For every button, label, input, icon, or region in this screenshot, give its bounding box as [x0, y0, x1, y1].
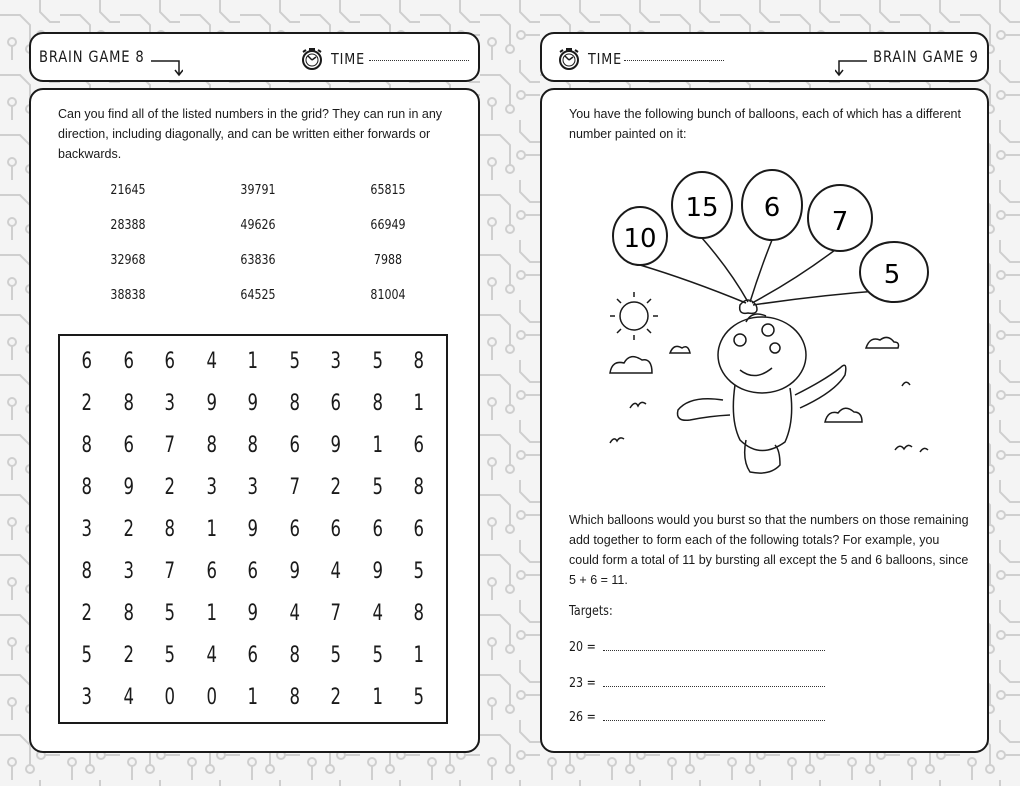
- left-header-bar: [29, 32, 480, 82]
- left-instructions: Can you find all of the listed numbers in the grid? They can run in any direction, including diagonally, and can be written either forwards or backwards.: [58, 107, 443, 161]
- grid-cell[interactable]: 8: [372, 390, 383, 416]
- grid-cell[interactable]: 8: [206, 432, 217, 458]
- right-page-title: BRAIN GAME 9: [873, 47, 979, 66]
- balloon-10: [613, 207, 667, 265]
- grid-cell[interactable]: 0: [206, 684, 217, 710]
- grid-cell[interactable]: 9: [289, 558, 300, 584]
- grid-cell[interactable]: 8: [413, 348, 425, 374]
- grid-cell[interactable]: 2: [123, 516, 134, 542]
- answer-line[interactable]: [603, 686, 825, 687]
- stopwatch-icon: [299, 46, 325, 72]
- answer-line[interactable]: [603, 650, 825, 651]
- grid-cell[interactable]: 5: [164, 600, 176, 626]
- grid-cell[interactable]: 8: [81, 432, 93, 458]
- grid-cell[interactable]: 5: [372, 474, 383, 500]
- grid-cell[interactable]: 9: [372, 558, 383, 584]
- grid-cell[interactable]: 6: [81, 348, 93, 374]
- grid-cell[interactable]: 2: [81, 600, 93, 626]
- grid-cell[interactable]: 4: [206, 642, 217, 668]
- grid-cell[interactable]: 6: [330, 390, 342, 416]
- grid-cell[interactable]: 4: [372, 600, 383, 626]
- balloon-15: [672, 172, 732, 238]
- grid-cell[interactable]: 3: [164, 390, 176, 416]
- number-list: [63, 182, 453, 305]
- target-number: 66949: [370, 218, 406, 233]
- grid-cell[interactable]: 4: [289, 600, 300, 626]
- targets-label: Targets:: [569, 604, 613, 619]
- grid-cell[interactable]: 6: [413, 432, 425, 458]
- target-label: 26 =: [569, 710, 596, 725]
- right-time-line: [624, 60, 724, 61]
- grid-cell[interactable]: 8: [289, 390, 300, 416]
- left-page-title: BRAIN GAME 8: [39, 47, 145, 66]
- grid-cell[interactable]: 0: [164, 684, 176, 710]
- target-label: 23 =: [569, 676, 596, 691]
- grid-cell[interactable]: 8: [289, 684, 300, 710]
- grid-cell[interactable]: 7: [164, 558, 176, 584]
- arrow-down-right-icon: [149, 55, 183, 77]
- grid-cell[interactable]: 9: [247, 516, 259, 542]
- balloon-7: [808, 185, 872, 251]
- grid-cell[interactable]: 5: [81, 642, 93, 668]
- answer-line[interactable]: [603, 720, 825, 721]
- left-time-label: TIME: [331, 50, 366, 68]
- grid-cell[interactable]: 1: [206, 600, 217, 626]
- target-label: 20 =: [569, 640, 596, 655]
- grid-cell[interactable]: 6: [289, 432, 300, 458]
- stopwatch-icon: [556, 46, 582, 72]
- target-number: 63836: [240, 253, 276, 268]
- grid-cell[interactable]: 1: [247, 348, 259, 374]
- grid-cell[interactable]: 8: [81, 474, 93, 500]
- left-time-line: [369, 60, 469, 61]
- grid-cell[interactable]: 5: [164, 642, 176, 668]
- grid-cell[interactable]: 5: [289, 348, 300, 374]
- grid-cell[interactable]: 6: [123, 348, 134, 374]
- right-time-label: TIME: [588, 50, 623, 68]
- balloon-label: 6: [763, 193, 781, 223]
- grid-cell[interactable]: 5: [372, 348, 383, 374]
- balloon-label: 5: [883, 260, 901, 290]
- grid-cell[interactable]: 6: [330, 516, 342, 542]
- grid-cell[interactable]: 1: [413, 390, 425, 416]
- right-question: Which balloons would you burst so that the numbers on those remaining add together to form each of the following totals? For example, you could form a total of 11 by bursting all except the 5 and 6 balloons, since 5 + 6 = 11.: [569, 513, 969, 587]
- grid-cell[interactable]: 8: [289, 642, 300, 668]
- grid-cell[interactable]: 4: [206, 348, 217, 374]
- balloon-5: [860, 242, 928, 302]
- grid-cell[interactable]: 8: [123, 390, 134, 416]
- grid-cell[interactable]: 3: [123, 558, 134, 584]
- target-number: 81004: [370, 288, 406, 303]
- grid-cell[interactable]: 8: [247, 432, 259, 458]
- target-number: 38838: [110, 288, 146, 303]
- grid-cell[interactable]: 7: [289, 474, 300, 500]
- right-header-bar: [540, 32, 989, 82]
- grid-cell[interactable]: 2: [81, 390, 93, 416]
- right-intro: You have the following bunch of balloons, each of which has a different number painted on it:: [569, 107, 961, 141]
- word-search-grid: [58, 334, 448, 724]
- grid-cell[interactable]: 2: [164, 474, 176, 500]
- grid-cell[interactable]: 2: [123, 642, 134, 668]
- grid-cell[interactable]: 1: [413, 642, 425, 668]
- grid-cell[interactable]: 3: [330, 348, 342, 374]
- grid-cell[interactable]: 9: [330, 432, 342, 458]
- grid-cell[interactable]: 3: [81, 684, 93, 710]
- balloon-6: [742, 170, 802, 240]
- grid-cell[interactable]: 3: [247, 474, 259, 500]
- grid-cell[interactable]: 6: [247, 558, 259, 584]
- balloon-label: 10: [623, 224, 657, 254]
- grid-cell[interactable]: 3: [206, 474, 217, 500]
- grid-cell[interactable]: 1: [206, 516, 217, 542]
- grid-cell[interactable]: 5: [372, 642, 383, 668]
- target-number: 39791: [240, 183, 276, 198]
- grid-cell[interactable]: 8: [164, 516, 176, 542]
- grid-cell[interactable]: 1: [372, 684, 383, 710]
- balloon-group: [613, 170, 928, 302]
- grid-cell[interactable]: 6: [289, 516, 300, 542]
- grid-cell[interactable]: 6: [164, 348, 176, 374]
- grid-cell[interactable]: 8: [413, 600, 425, 626]
- grid-cell[interactable]: 2: [330, 474, 342, 500]
- grid-cell[interactable]: 9: [247, 390, 259, 416]
- target-number: 32968: [110, 253, 146, 268]
- balloon-label: 15: [685, 193, 719, 223]
- grid-cell[interactable]: 6: [206, 558, 217, 584]
- target-number: 65815: [370, 183, 406, 198]
- grid-cell[interactable]: 6: [247, 642, 259, 668]
- grid-cell[interactable]: 2: [330, 684, 342, 710]
- grid-cell[interactable]: 4: [330, 558, 342, 584]
- grid-cell[interactable]: 3: [81, 516, 93, 542]
- grid-cell[interactable]: 5: [413, 684, 425, 710]
- grid-cell[interactable]: 7: [330, 600, 342, 626]
- grid-cell[interactable]: 1: [247, 684, 259, 710]
- target-number: 21645: [110, 183, 146, 198]
- target-row[interactable]: [569, 710, 825, 725]
- grid-cell[interactable]: 4: [123, 684, 134, 710]
- grid-cell[interactable]: 9: [247, 600, 259, 626]
- grid-cell[interactable]: 6: [372, 516, 383, 542]
- grid-cell[interactable]: 9: [123, 474, 134, 500]
- target-number: 64525: [240, 288, 276, 303]
- target-row[interactable]: [569, 640, 825, 655]
- grid-cell[interactable]: 5: [330, 642, 342, 668]
- balloons-hippo-illustration: [590, 160, 950, 480]
- grid-cell[interactable]: 9: [206, 390, 217, 416]
- arrow-down-left-icon: [835, 55, 869, 77]
- target-row[interactable]: [569, 676, 825, 691]
- grid-cell[interactable]: 8: [123, 600, 134, 626]
- grid-cell[interactable]: 8: [81, 558, 93, 584]
- grid-cell[interactable]: 5: [413, 558, 425, 584]
- grid-cell[interactable]: 6: [413, 516, 425, 542]
- balloon-label: 7: [831, 207, 849, 237]
- grid-cell[interactable]: 7: [164, 432, 176, 458]
- target-number: 49626: [240, 218, 276, 233]
- grid-cell[interactable]: 1: [372, 432, 383, 458]
- grid-cell[interactable]: 8: [413, 474, 425, 500]
- target-number: 7988: [373, 253, 403, 268]
- grid-cell[interactable]: 6: [123, 432, 134, 458]
- target-number: 28388: [110, 218, 146, 233]
